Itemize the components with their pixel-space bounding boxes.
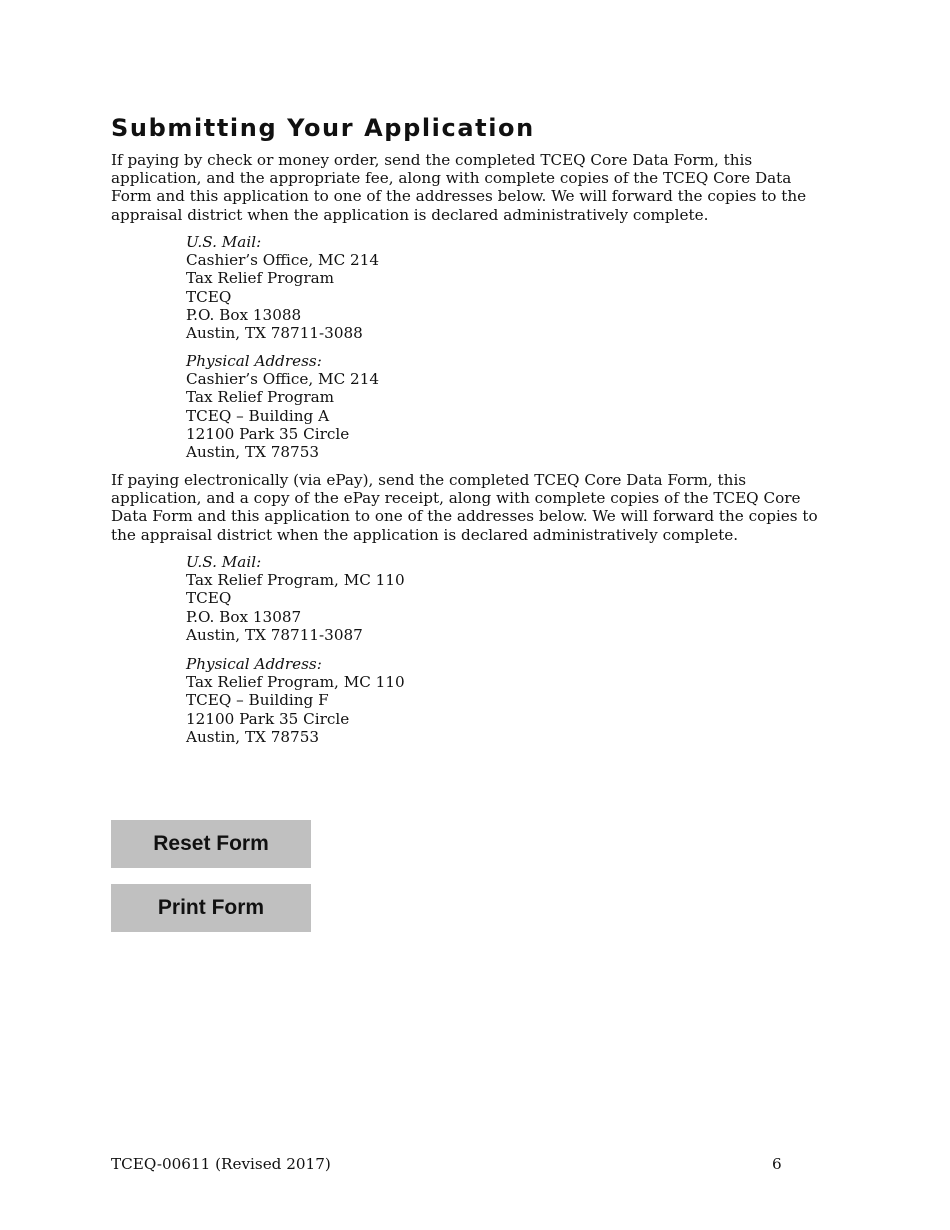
address-line: Austin, TX 78753 [186, 443, 320, 462]
address-line: P.O. Box 13088 [186, 305, 302, 324]
address-line: Cashier’s Office, MC 214 [186, 251, 380, 270]
epay-mail-address [186, 553, 405, 644]
address-line: P.O. Box 13087 [186, 607, 302, 626]
address-label: Physical Address: [186, 352, 322, 370]
address-line: Austin, TX 78753 [186, 727, 320, 746]
epay-payment-paragraph: If paying electronically (via ePay), send the completed TCEQ Core Data Form, this application, and a copy of the ePay receipt, along with complete copies of the TCEQ Core Data Form and this application to one of the addresses below. We will forward the copies to the appraisal district when the application is declared administratively complete. [111, 471, 818, 544]
address-line: 12100 Park 35 Circle [186, 709, 350, 728]
address-line: TCEQ [186, 589, 232, 608]
check-physical-address [186, 352, 379, 461]
check-mail-address [186, 233, 379, 342]
address-line: Tax Relief Program, MC 110 [186, 571, 405, 590]
epay-physical-address [186, 655, 405, 746]
address-line: Austin, TX 78711-3087 [186, 625, 363, 644]
address-line: Austin, TX 78711-3088 [186, 324, 363, 343]
address-line: Tax Relief Program [186, 388, 335, 407]
footer-form-id: TCEQ-00611 (Revised 2017) [111, 1155, 331, 1173]
address-line: 12100 Park 35 Circle [186, 424, 350, 443]
check-payment-paragraph: If paying by check or money order, send the completed TCEQ Core Data Form, this application, and the appropriate fee, along with complete copies of the TCEQ Core Data Form and this application to one of the addresses below. We will forward the copies to the appraisal district when the application is declared administratively complete. [111, 151, 807, 224]
address-line: TCEQ [186, 287, 232, 306]
print-form-button[interactable]: Print Form [111, 884, 311, 932]
address-line: Cashier’s Office, MC 214 [186, 370, 380, 389]
address-label: Physical Address: [186, 655, 322, 673]
reset-form-button[interactable]: Reset Form [111, 820, 311, 868]
address-label: U.S. Mail: [186, 233, 262, 251]
address-line: TCEQ – Building A [186, 406, 330, 425]
page-title: Submitting Your Application [111, 114, 535, 142]
address-label: U.S. Mail: [186, 553, 262, 571]
footer-page-number: 6 [772, 1155, 782, 1173]
address-line: TCEQ – Building F [186, 691, 329, 710]
address-line: Tax Relief Program, MC 110 [186, 673, 405, 692]
address-line: Tax Relief Program [186, 269, 335, 288]
